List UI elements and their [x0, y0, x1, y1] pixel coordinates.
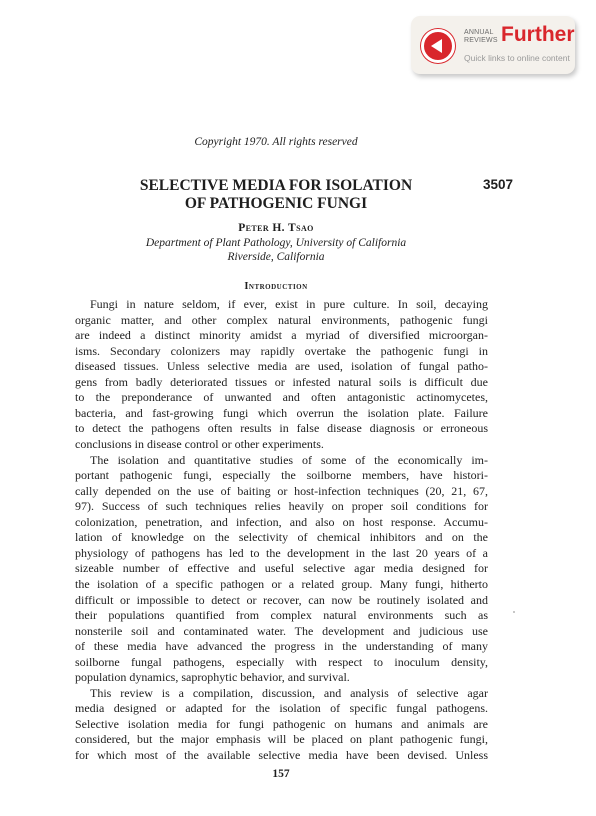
body-line: the isolation of a specific pathogen or a related group. Many fungi, hitherto — [75, 576, 488, 591]
body-line: of these media have advanced the progress in the understanding of many — [75, 639, 488, 654]
body-line: to the preponderance of unwanted and often antagonistic actinomycetes, — [75, 390, 488, 405]
body-line: This review is a compilation, discussion, and analysis of selective agar — [90, 685, 488, 700]
body-line: colonization, penetration, and infection, and also on host response. Accumu- — [75, 514, 488, 529]
affiliation-line-1: Department of Plant Pathology, University of California — [145, 237, 407, 249]
section-heading: Introduction — [244, 281, 308, 292]
title-line-1: SELECTIVE MEDIA FOR ISOLATION — [139, 177, 413, 194]
further-subtitle: Quick links to online content — [464, 53, 570, 63]
reviews-label: REVIEWS — [464, 37, 498, 44]
page-code: 3507 — [483, 177, 514, 192]
body-line: lation of knowledge on the selectivity of chemical inhibitors and on the — [75, 530, 488, 545]
body-line: their populations quantified from complex natural environments such as — [75, 608, 488, 622]
scan-speck — [513, 611, 515, 613]
body-line: soilborne fungal pathogens, especially with respect to inoculum density, — [75, 654, 488, 669]
body-line: bacteria, and fast-growing fungi which overrun the isolation plate. Failure — [75, 405, 488, 420]
body-line: organic matter, and other complex natural environments, pathogenic fungi — [75, 312, 488, 327]
body-line: isms. Secondary colonizers may rapidly overtake the pathogenic fungi in — [75, 343, 488, 358]
page-number: 157 — [272, 767, 290, 780]
annual-reviews-logo-text — [464, 29, 498, 45]
body-line: diseased tissues. Unless selective media are used, isolation of fungal patho- — [75, 359, 488, 374]
further-badge[interactable] — [411, 16, 575, 74]
body-line: 97). Success of such techniques relies heavily on proper soil conditions for — [75, 499, 488, 514]
copyright-notice: Copyright 1970. All rights reserved — [194, 136, 358, 148]
body-line: are indeed a distinct minority amidst a myriad of diversified microorgan- — [75, 328, 488, 343]
body-line: physiology of pathogens has led to the development in the last 20 years of a — [75, 545, 488, 560]
body-line: considered, but the major emphasis will be placed on plant pathogenic fungi, — [75, 732, 488, 747]
author-name: Peter H. Tsao — [238, 222, 314, 234]
article-title — [108, 177, 444, 213]
body-line: sizeable number of effective and useful selective agar media designed for — [75, 561, 488, 576]
title-line-2: OF PATHOGENIC FUNGI — [184, 195, 368, 212]
body-line: cally depended on the use of baiting or host-infection techniques (20, 21, 67, — [75, 483, 488, 498]
further-label: Further — [501, 23, 575, 46]
body-line: conclusions in disease control or other experiments. — [75, 437, 324, 451]
body-line: nonsterile soil and contaminated water. The development and judicious use — [75, 623, 488, 638]
body-line: to detect the pathogens often results in false disease diagnosis or erroneous — [75, 421, 488, 436]
affiliation-line-2: Riverside, California — [227, 251, 325, 263]
body-line: Selective isolation media for fungi pathogenic on humans and animals are — [75, 716, 488, 731]
body-line: portant pathogenic fungi, especially the soilborne members, have histori- — [75, 468, 488, 483]
annual-label: ANNUAL — [464, 29, 494, 36]
body-line: The isolation and quantitative studies of some of the economically im- — [90, 452, 488, 467]
body-line: Fungi in nature seldom, if ever, exist in pure culture. In soil, decaying — [90, 297, 488, 311]
body-line: media designed or adapted for the isolation of specific fungal pathogens. — [75, 701, 488, 716]
body-line: population dynamics, saprophytic behavior, and survival. — [75, 670, 350, 685]
body-line: for which most of the available selective media have been devised. Unless — [75, 748, 488, 762]
body-line: gens from badly deteriorated tissues or infested natural soils is difficult due — [75, 374, 488, 389]
back-arrow-icon[interactable] — [421, 29, 455, 63]
body-line: difficult or impossible to detect or recover, can now be routinely isolated and — [75, 592, 488, 607]
